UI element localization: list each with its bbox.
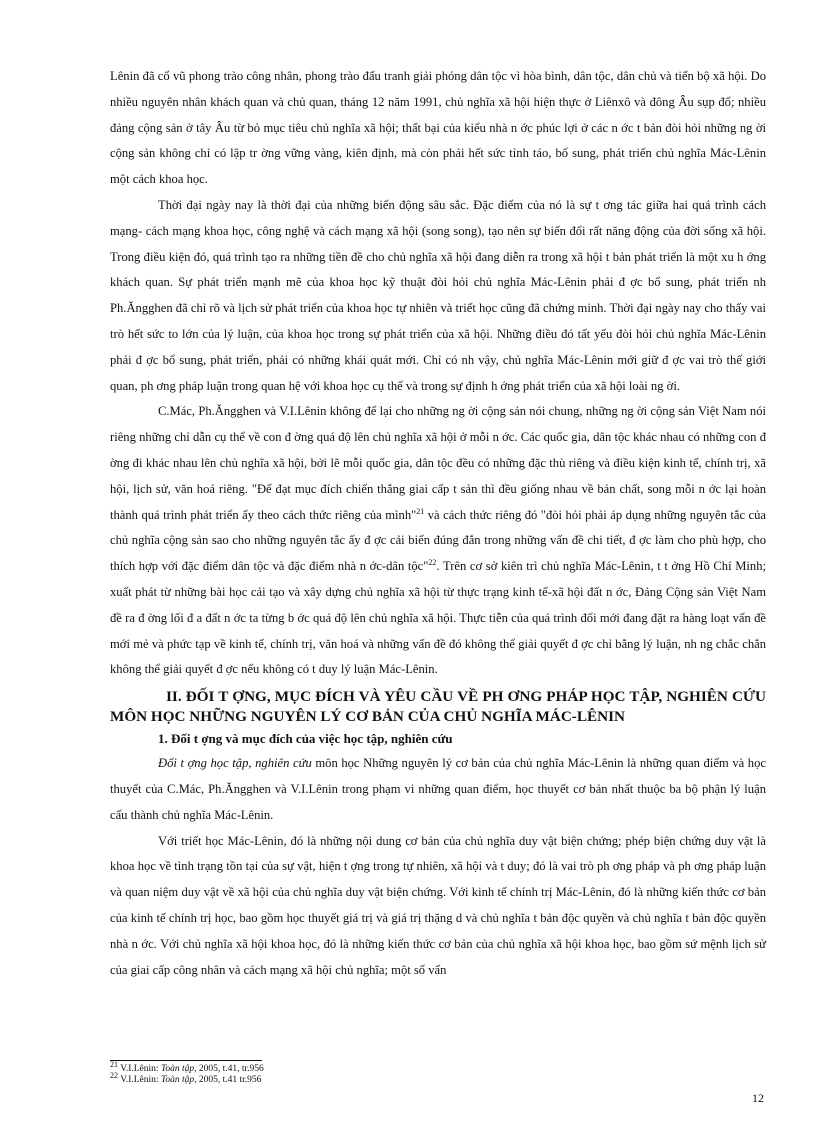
page-number: 12: [752, 1091, 764, 1105]
footnote-author: V.I.Lênin:: [118, 1075, 161, 1085]
section-heading: II. ĐỐI T ỢNG, MỤC ĐÍCH VÀ YÊU CẦU VỀ PH ƠNG PHÁP HỌC TẬP, NGHIÊN CỨU MÔN HỌC NHỮNG NGUYÊN LÝ CƠ BẢN CỦA CHỦ NGHĨA MÁC-LÊNIN: [110, 688, 766, 726]
paragraph-4-italic-lead: Đối t ợng học tập, nghiên cứu: [158, 756, 312, 771]
document-body: [110, 64, 766, 983]
footnote-details: 2005, t.41 tr.956: [196, 1075, 262, 1085]
subsection-heading: 1. Đối t ợng và mục đích của việc học tập, nghiên cứu: [158, 731, 453, 747]
footnote-ref-21: 21: [416, 506, 425, 516]
footnote-number: 21: [110, 1059, 118, 1069]
paragraph-3-part-a: C.Mác, Ph.Ăngghen và V.I.Lênin không để lại cho những ng ời cộng sản nói chung, những ng ời cộng sản Việt Nam nói riêng những chỉ dẫn cụ thể về con đ ờng quá độ lên chủ nghĩa xã hội ở mỗi n ớc. Các quốc gia, dân tộc khác nhau có những con đ ờng đi khác nhau lên chủ nghĩa xã hội, bởi lẽ mỗi quốc gia, dân tộc đều có những đặc thù riêng và điều kiện kinh tế, chính trị, xã hội, lịch sử, văn hoá riêng. "Để đạt mục đích chiến thắng giai cấp t sản thì đều giống nhau về bản chất, song mỗi n ớc lại hoàn thành quá trình phát triển ấy theo cách thức riêng của mình": [110, 404, 766, 522]
footnote-number: 22: [110, 1070, 118, 1080]
footnote-21: [110, 1059, 766, 1075]
paragraph-3-part-b: và cách thức riêng đó "đòi hỏi phải áp dụng những nguyên tắc của chủ nghĩa cộng sản sao cho những nguyên tắc ấy đ ợc cải biến đúng đắn trong những vấn đề chi tiết, đ ợc làm cho phù hợp, cho thích hợp với đặc điểm dân tộc và đặc điểm nhà n ớc-dân tộc": [110, 507, 766, 574]
paragraph-5: Với triết học Mác-Lênin, đó là những nội dung cơ bản của chủ nghĩa duy vật biện chứng; phép biện chứng duy vật là khoa học về tình trạng tồn tại của sự vật, hiện t ợng trong tự nhiên, xã hội và t duy; đó là vai trò ph ơng pháp và ph ơng pháp luận và quan niệm duy vật về xã hội của chủ nghĩa duy vật biện chứng. Với kinh tế chính trị Mác-Lênin, đó là những kiến thức cơ bản của kinh tế chính trị học, bao gồm học thuyết giá trị và giá trị thặng d và chủ nghĩa t bản độc quyền và chủ nghĩa t bản độc quyền nhà n ớc. Với chủ nghĩa xã hội khoa học, đó là những kiến thức cơ bản của chủ nghĩa xã hội khoa học, bao gồm sứ mệnh lịch sử của giai cấp công nhân và cách mạng xã hội chủ nghĩa; một số vấn: [110, 833, 766, 977]
paragraph-3: [110, 399, 766, 683]
footnote-author: V.I.Lênin:: [118, 1064, 161, 1074]
footnote-22: [110, 1070, 766, 1086]
paragraph-4: [110, 751, 766, 828]
footnote-ref-22: 22: [428, 557, 437, 567]
paragraph-4-rest: môn học Những nguyên lý cơ bản của chủ nghĩa Mác-Lênin là những quan điểm và học thuyết của C.Mác, Ph.Ăngghen và V.I.Lênin trong phạm vi những quan điểm, học thuyết cơ bản nhất thuộc ba bộ phận lý luận cấu thành chủ nghĩa Mác-Lênin.: [110, 756, 766, 822]
paragraph-2: Thời đại ngày nay là thời đại của những biến động sâu sắc. Đặc điểm của nó là sự t ơng tác giữa hai quá trình cách mạng- cách mạng khoa học, công nghệ và cách mạng xã hội (song song), tạo nên sự biến đổi rất năng động của đời sống xã hội. Trong điều kiện đó, quá trình tạo ra những tiền đề cho chủ nghĩa xã hội đang diễn ra trong xã hội t bản phát triển là một xu h ớng khách quan. Sự phát triển mạnh mẽ của khoa học kỹ thuật đòi hỏi chủ nghĩa Mác-Lênin phải đ ợc bổ sung, phát triển nh Ph.Ăngghen đã chỉ rõ và lịch sử phát triển của khoa học tự nhiên và triết học cũng đã chứng minh. Thời đại ngày nay cho thấy vai trò hết sức to lớn của lý luận, của khoa học trong sự phát triển của xã hội. Những điều đó tất yếu đòi hỏi chủ nghĩa Mác-Lênin phải đ ợc bổ sung, phát triển, phải có những khái quát mới. Chỉ có nh vậy, chủ nghĩa Mác-Lênin mới giữ đ ợc vai trò thế giới quan, ph ơng pháp luận trong quan hệ với khoa học cụ thể và trong sự định h ớng phát triển của xã hội loài ng ời.: [110, 197, 766, 393]
paragraph-3-part-c: . Trên cơ sở kiên trì chủ nghĩa Mác-Lênin, t t ởng Hồ Chí Minh; xuất phát từ những bài học cải tạo và xây dựng chủ nghĩa xã hội từ thực trạng kinh tế-xã hội đất n ớc, Đảng Cộng sản Việt Nam đề ra đ ờng lối đ a đất n ớc ta từng b ớc quá độ lên chủ nghĩa xã hội. Thực tiễn của quá trình đổi mới đang đặt ra hàng loạt vấn đề mới mẻ và phức tạp về kinh tế, chính trị, văn hoá và những vấn đề đó không thể giải quyết đ ợc chỉ bằng lý luận, nh ng chắc chắn không thể giải quyết đ ợc nếu không có t duy lý luận Mác-Lênin.: [110, 559, 766, 677]
footnote-details: 2005, t.41, tr.956: [196, 1064, 264, 1074]
paragraph-1: Lênin đã cổ vũ phong trào công nhân, phong trào đấu tranh giải phóng dân tộc vì hòa bình, dân tộc, dân chủ và tiến bộ xã hội. Do nhiều nguyên nhân khách quan và chủ quan, tháng 12 năm 1991, chủ nghĩa xã hội hiện thực ở Liênxô và đông Âu sụp đổ; nhiều đảng cộng sản ở tây Âu từ bỏ mục tiêu chủ nghĩa xã hội; thất bại của kiểu nhà n ớc phúc lợi ở các n ớc t bản đòi hỏi những ng ời cộng sản không chỉ có lập tr ờng vững vàng, kiên định, mà còn phải hết sức tỉnh táo, bổ sung, phát triển chủ nghĩa Mác-Lênin một cách khoa học.: [110, 69, 766, 187]
footnote-work-title: Toàn tập,: [160, 1064, 197, 1074]
footnote-work-title: Toàn tập,: [160, 1075, 197, 1085]
footnotes: [110, 1059, 766, 1086]
footnote-divider: [110, 1060, 262, 1061]
